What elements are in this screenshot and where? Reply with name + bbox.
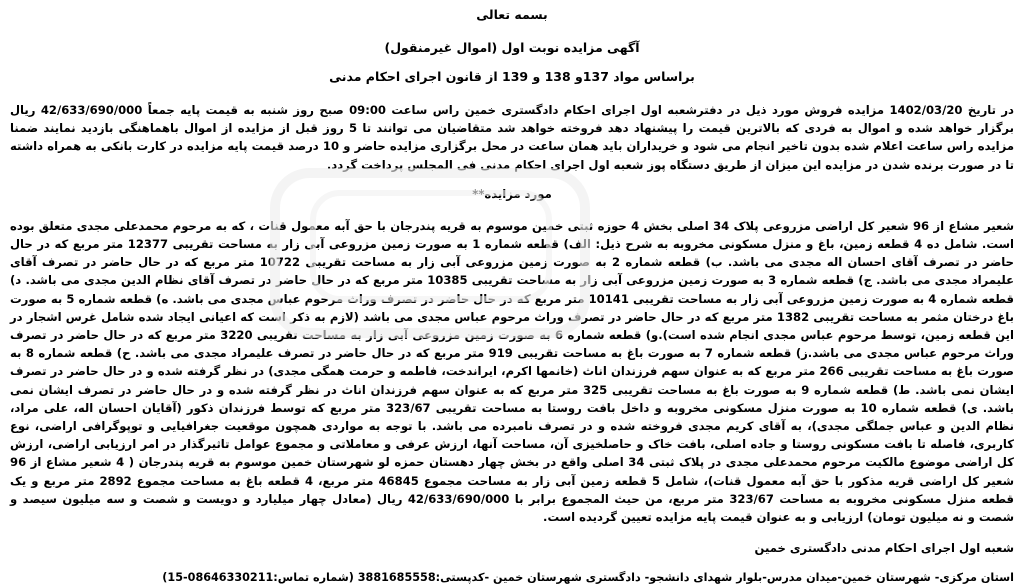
auction-subject-heading: مورد مزایده** <box>472 186 552 201</box>
notice-title: آگهی مزایده نوبت اول (اموال غیرمنقول) <box>384 40 640 55</box>
contact-address: استان مرکزی- شهرستان خمین-میدان مدرس-بلوار شهدای دانشجو- دادگستری شهرستان خمین -کدپستی:3881685558 (شماره تماس:08646330211-15) <box>162 571 1014 585</box>
intro-paragraph: در تاریخ 1402/03/20 مزایده فروش مورد ذیل در دفترشعبه اول اجرای احکام دادگستری خمین راس ساعت 09:00 صبح روز شنبه به قیمت پایه جمعاً 42/633/690/000 ریال برگزار خواهد شده و اموال به فردی که بالاترین قیمت را پیشنهاد دهد فروخته خواهد شد متقاضیان می توانند تا 5 روز قبل از مزایده از اموال باهماهنگی بازدید نمایند ضمنا مزایده راس ساعت اعلام شده بدون تاخیر انجام می شود و خریداران باید همان ساعت در محل برگزاری مزایده حاضر و 10 درصد قیمت پایه مزایده در کارت بانکی به همراه داشته تا در صورت برنده شدن در مزایده این میزان از طریق دستگاه پوز شعبه اول اجرای احکام مدنی فی المجلس پرداخت گردد. <box>10 103 1015 172</box>
issuing-branch-signature: شعبه اول اجرای احکام مدنی دادگستری خمین <box>754 541 1014 556</box>
property-description-paragraph: شعیر مشاع از 96 شعیر کل اراضی مزروعی پلاک 34 اصلی بخش 4 حوزه ثبتی خمین موسوم به قریه پندرجان با حق آبه معمول قنات ، که به مرحوم محمدعلی مجدی متعلق بوده است. شامل ده 4 قطعه زمین، باغ و منزل مسکونی مخروبه به شرح ذیل: الف) قطعه شماره 1 به صورت زمین مزروعی آبی زار به مساحت تقریبی 12377 متر مربع که در حال حاضر در تصرف آقای احسان اله مجدی می باشد. ب) قطعه شماره 2 به صورت زمین مزروعی آبی زار به مساحت تقریبی 10722 متر مربع که در حال حاضر در تصرف آقای علیمراد مجدی می باشد. ج) قطعه شماره 3 به صورت زمین مزروعی آبی زار به مساحت تقریبی 10385 متر مربع که در حال حاضر در تصرف آقای نظام الدین مجدی می باشد. د) قطعه شماره 4 به صورت زمین مزروعی آبی زار به مساحت تقریبی 10141 متر مربع که در حال حاضر در تصرف وراث مرحوم عباس مجدی می باشد. ه) قطعه شماره 5 به صورت باغ درختان مثمر به مساحت تقریبی 1382 متر مربع که در حال حاضر در تصرف وراث مرحوم عباس مجدی می باشد (لازم به ذکر است که اعیانی ایجاد شده شامل غرس اشجار در این قطعه زمین، توسط مرحوم عباس مجدی انجام شده است).و) قطعه شماره 6 به صورت زمین مزروعی آبی زار به مساحت تقریبی 3220 متر مربع که در حال حاضر در تصرف وراث مرحوم عباس مجدی می باشد.ز) قطعه شماره 7 به صورت باغ به مساحت تقریبی 919 متر مربع که در حال حاضر در تصرف علیمراد مجدی می باشد. ح) قطعه شماره 8 به صورت باغ به مساحت تقریبی 266 متر مربع که به عنوان سهم فرزندان اناث (خانمها اکرم، ایراندخت، فاطمه و حرمت همگی مجدی) در نظر گرفته شده و در حال حاضر در تصرف ایشان نمی باشد. ط) قطعه شماره 9 به صورت باغ به مساحت تقریبی 325 متر مربع که به عنوان سهم فرزندان اناث در نظر گرفته شده و در حال حاضر در تصرف ایشان نمی باشد. ی) قطعه شماره 10 به صورت منزل مسکونی مخروبه و داخل بافت روستا به مساحت تقریبی 323/67 متر مربع که توسط فرزندان ذکور (آقایان احسان اله، علی مراد، نظام الدین و عباس جملگی مجدی)، به آقای کریم مجدی فروخته شده و در تصرف نامبرده می باشد. با توجه به مواردی همچون موقعیت جغرافیایی و توپوگرافی اراضی، نوع کاربری، فاصله تا بافت مسکونی روستا و جاده اصلی، بافت خاک و حاصلخیزی آن، مساحت آنها، ارزش عرفی و معاملاتی و مجموع عوامل تاثیرگذار در امر ارزیابی اراضی، ارزش کل اراضی موضوع مالکیت مرحوم محمدعلی مجدی در پلاک ثبتی 34 اصلی واقع در بخش چهار دهستان حمزه لو شهرستان خمین موسوم به قریه پندرجان ( 4 شعیر مشاع از 96 شعیر کل اراضی قریه مذکور با حق آبه معمول قنات)، شامل 5 قطعه زمین آبی زار به مساحت مجموع 46845 متر مربع، 4 قطعه باغ به مساحت مجموع 2892 متر مربع و یک قطعه منزل مسکونی مخروبه به مساحت 323/67 متر مربع، من حیث المجموع برابر با 42/633/690/000 ریال (معادل چهار میلیارد و دویست و شصت و سه میلیون سیصد و شصت و نه میلیون تومان) ارزیابی و به عنوان قیمت پایه مزایده تعیین گردیده است. <box>10 218 1015 525</box>
basmala-heading: بسمه تعالی <box>476 7 548 22</box>
legal-basis-line: براساس مواد 137و 138 و 139 از قانون اجرای احکام مدنی <box>329 69 695 84</box>
